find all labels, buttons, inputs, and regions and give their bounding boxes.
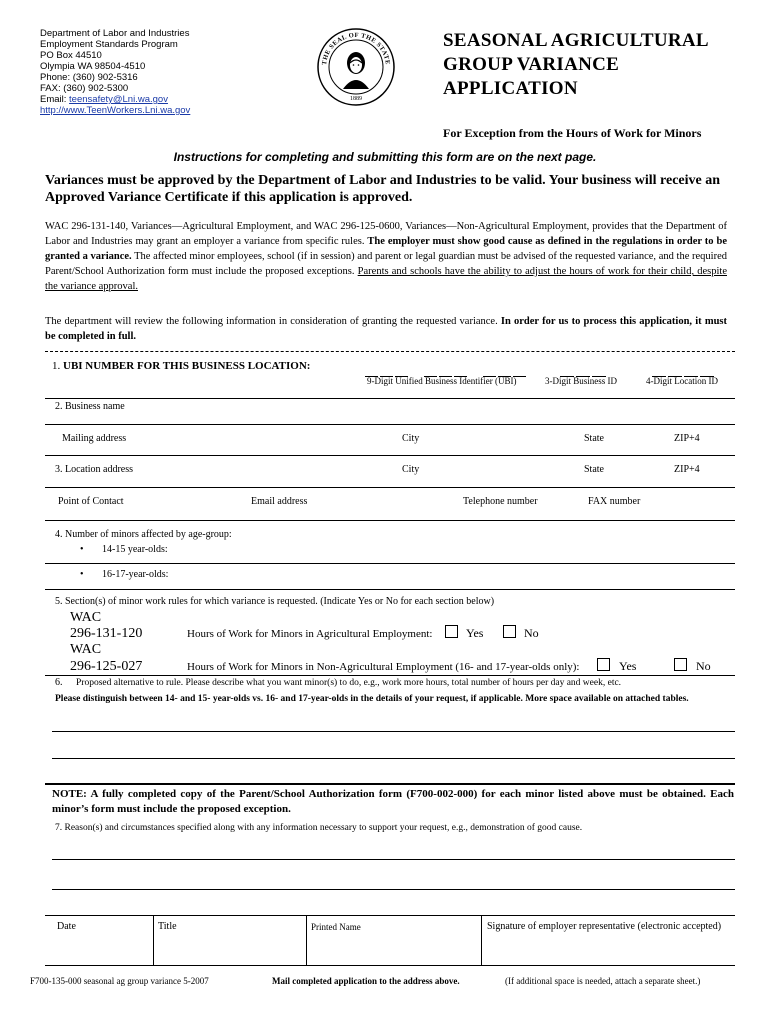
- ag-yes-label: Yes: [466, 626, 484, 640]
- approval-notice: Variances must be approved by the Department of Labor and Industries to be valid. Your business will receive an Approved Variance Certificate if this application is approved.: [45, 173, 721, 205]
- minors-label: 4. Number of minors affected by age-group:: [55, 529, 232, 540]
- ag-no-checkbox[interactable]: [503, 625, 516, 638]
- agency-line: Employment Standards Program: [40, 39, 178, 50]
- ubi-caption: 9-Digit Unified Business Identifier (UBI): [367, 376, 517, 386]
- title-field[interactable]: Title: [158, 921, 177, 932]
- alt-rule-num: 6.: [55, 677, 63, 688]
- alt-rule-line-2[interactable]: [52, 758, 735, 759]
- wac-prefix: WAC: [70, 642, 102, 657]
- location-zip-label: ZIP+4: [674, 464, 700, 475]
- intro-text: WAC 296-131-140, Variances—Agricultural Employment, and WAC 296-125-0600, Variances—Non-Agricultural Employment, provides that the Department of Labor and Industries may grant an employer a variance from specific rules.: [45, 221, 727, 247]
- nonag-yes-label: Yes: [619, 659, 637, 673]
- point-of-contact-label: Point of Contact: [58, 496, 124, 507]
- agency-email-row: [40, 94, 300, 105]
- instructions-note: Instructions for completing and submitting this form are on the next page.: [173, 150, 597, 164]
- nonag-yes-checkbox[interactable]: [597, 658, 610, 671]
- reasons-line-1[interactable]: [52, 859, 735, 860]
- mailing-state-label: State: [584, 433, 604, 444]
- location-city-label: City: [402, 464, 420, 475]
- email-label: Email:: [40, 94, 70, 105]
- mailing-address-field[interactable]: [45, 455, 735, 456]
- title-line: GROUP VARIANCE: [443, 54, 620, 75]
- fax-number-label: FAX number: [588, 496, 641, 507]
- location-address-field[interactable]: [45, 487, 735, 488]
- agency-line: Department of Labor and Industries: [40, 28, 190, 39]
- contact-field[interactable]: [45, 520, 735, 521]
- age-16-17-label: 16-17-year-olds:: [102, 569, 169, 580]
- printed-name-field[interactable]: Printed Name: [311, 922, 361, 932]
- ubi-num: 1.: [52, 360, 61, 372]
- ag-no-label: No: [524, 626, 539, 640]
- nonag-no-checkbox[interactable]: [674, 658, 687, 671]
- age-14-15-label: 14-15 year-olds:: [102, 544, 168, 555]
- seal-year: 1889: [350, 96, 362, 102]
- bullet: •: [80, 569, 84, 580]
- age-16-17-field[interactable]: [45, 589, 735, 590]
- reasons-line-2[interactable]: [52, 889, 735, 890]
- extra-space-note: (If additional space is needed, attach a separate sheet.): [505, 976, 701, 986]
- intro-paragraph: [45, 219, 727, 294]
- wac-ag-desc: Hours of Work for Minors in Agricultural Employment:: [187, 628, 433, 640]
- agency-phone: Phone: (360) 902-5316: [40, 72, 138, 83]
- agency-line: Olympia WA 98504-4510: [40, 61, 146, 72]
- alt-rule-label: Proposed alternative to rule. Please describe what you want minor(s) to do, e.g., work more hours, total number of hours per day and week, etc.: [76, 678, 622, 688]
- bullet: •: [80, 544, 84, 555]
- good-cause-text: The employer must show good cause as defined in the regulations in order to be granted a variance.: [45, 236, 727, 262]
- agency-line: PO Box 44510: [40, 50, 102, 61]
- ubi-label-text: UBI NUMBER FOR THIS BUSINESS LOCATION:: [63, 360, 311, 372]
- business-name-field[interactable]: [45, 424, 735, 425]
- form-id: F700-135-000 seasonal ag group variance 5-2007: [30, 976, 209, 986]
- website-link[interactable]: http://www.TeenWorkers.Lni.wa.gov: [40, 105, 191, 116]
- sections-label: 5. Section(s) of minor work rules for which variance is requested. (Indicate Yes or No for each section below): [55, 596, 495, 607]
- location-state-label: State: [584, 464, 604, 475]
- intro-text-2: The affected minor employees, school (if in session) and parent or legal guardian must be advised of the requested variance, and the required Parent/School Authorization form must include the proposed exceptions.: [45, 251, 727, 277]
- email-address-label: Email address: [251, 496, 308, 507]
- mailing-zip-label: ZIP+4: [674, 433, 700, 444]
- title-line: SEASONAL AGRICULTURAL: [443, 30, 709, 51]
- business-name-label: 2. Business name: [55, 401, 125, 412]
- wac-nonag-desc: Hours of Work for Minors in Non-Agricultural Employment (16- and 17-year-olds only):: [187, 661, 580, 673]
- form-subtitle: For Exception from the Hours of Work for Minors: [443, 126, 702, 140]
- form-title: [443, 29, 763, 101]
- mail-instruction: Mail completed application to the address above.: [272, 976, 460, 986]
- age-16-17-row: [80, 569, 168, 581]
- review-text: The department will review the following information in consideration of granting the requested variance.: [45, 316, 501, 327]
- seal-ring-text: THE SEAL OF THE STATE: [321, 31, 391, 66]
- business-id-caption: 3-Digit Business ID: [545, 376, 617, 386]
- telephone-label: Telephone number: [463, 496, 538, 507]
- date-field[interactable]: Date: [57, 921, 76, 932]
- section-separator: [45, 351, 735, 352]
- review-bold: In order for us to process this application, it must be completed in full.: [45, 316, 727, 342]
- age-14-15-row: [80, 544, 168, 556]
- ag-yes-checkbox[interactable]: [445, 625, 458, 638]
- agency-website-row: [40, 105, 300, 116]
- email-link[interactable]: teensafety@Lni.wa.gov: [69, 94, 168, 105]
- alt-rule-line-1[interactable]: [52, 731, 735, 732]
- wac-prefix: WAC: [70, 610, 102, 625]
- state-seal: [316, 27, 396, 107]
- reasons-label: 7. Reason(s) and circumstances specified along with any information necessary to support your request, e.g., demonstration of good cause.: [55, 823, 583, 833]
- agency-block: [40, 28, 300, 116]
- nonag-no-label: No: [696, 659, 711, 673]
- signature-field[interactable]: Signature of employer representative (electronic accepted): [487, 921, 722, 932]
- wac-code-nonag: 296-125-027: [70, 659, 143, 674]
- review-paragraph: [45, 314, 727, 344]
- mailing-address-label: Mailing address: [62, 433, 127, 444]
- location-id-caption: 4-Digit Location ID: [646, 376, 718, 386]
- mailing-city-label: City: [402, 433, 420, 444]
- ubi-label: [52, 360, 310, 372]
- location-address-label: 3. Location address: [55, 464, 134, 475]
- parents-note: Parents and schools have the ability to adjust the hours of work for their child, despite the variance approval.: [45, 266, 727, 292]
- title-line: APPLICATION: [443, 78, 578, 99]
- wac-code-ag: 296-131-120: [70, 626, 143, 641]
- age-14-15-field[interactable]: [45, 563, 735, 564]
- authorization-note: NOTE: A fully completed copy of the Parent/School Authorization form (F700-002-000) for each minor listed above must be obtained. Each minor’s form must include the proposed exception.: [52, 788, 734, 815]
- agency-fax: FAX: (360) 902-5300: [40, 83, 129, 94]
- alt-rule-bold-note: Please distinguish between 14- and 15- year-olds vs. 16- and 17-year-olds in the details of your request, if applicable. More space available on attached tables.: [55, 694, 689, 704]
